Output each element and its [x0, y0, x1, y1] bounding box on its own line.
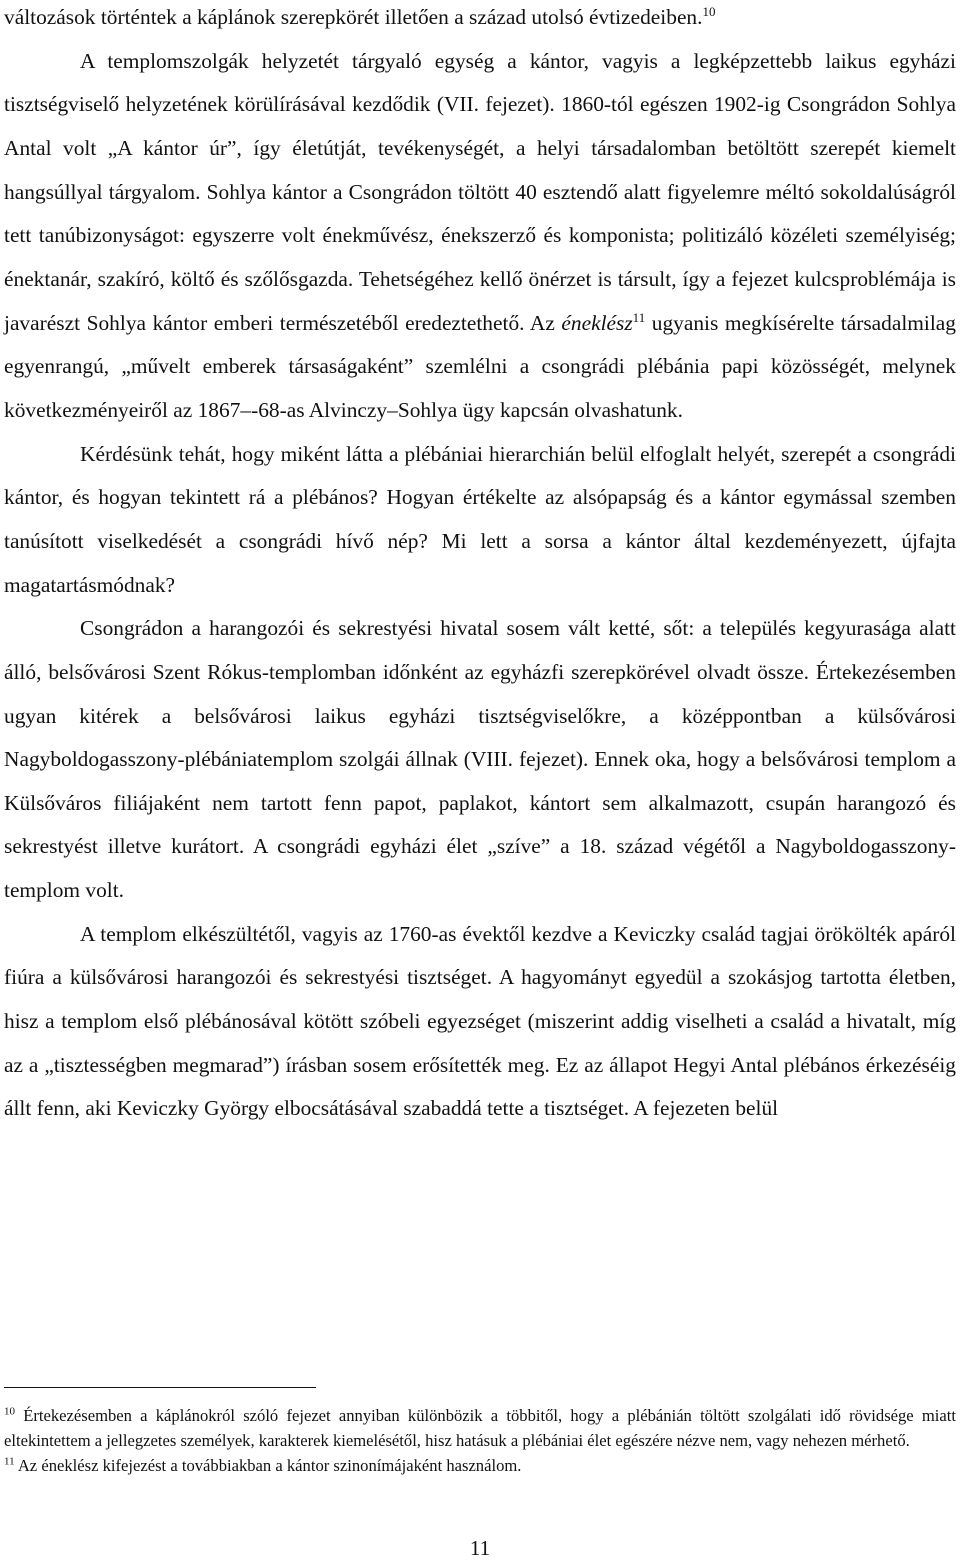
paragraph-text: A templomszolgák helyzetét tárgyaló egység a kántor, vagyis a legképzettebb laikus egyházi tisztségviselő helyzetének körülírásával kezdődik (VII. fejezet). 1860-tól egészen 1902-ig Csongrádon Sohlya Antal volt „A kántor úr”, így életútját, tevékenységét, a helyi társadalomban betöltött szerepét kiemelt hangsúllyal tárgyalom. Sohlya kántor a Csongrádon töltött 40 esztendő alatt figyelemre méltó sokoldalúságról tett tanúbizonyságot: egyszerre volt énekművész, énekszerző és komponista; politizáló közéleti személyiség; énektanár, szakíró, költő és szőlősgazda. Tehetségéhez kellő önérzet is társult, így a fejezet kulcsproblémája is javarészt Sohlya kántor emberi természetéből eredeztethető. Az [4, 48, 956, 335]
footnote [4, 1453, 956, 1478]
paragraph-text: A templom elkészültétől, vagyis az 1760-as évektől kezdve a Keviczky család tagjai örökölték apáról fiúra a külsővárosi harangozói és sekrestyési tisztséget. A hagyományt egyedül a szokásjog tartotta életben, hisz a templom első plébánosával kötött szóbeli egyezséget (miszerint addig viselheti a család a hivatalt, míg az a „tisztességben megmarad”) írásban sosem erősítették meg. Ez az állapot Hegyi Antal plébános érkezéséig állt fenn, aki Keviczky György elbocsátásával szabaddá tette a tisztséget. A fejezeten belül [4, 921, 956, 1121]
page-number: 11 [469, 1536, 491, 1560]
footnote-marker: 10 [702, 3, 716, 19]
paragraph [4, 433, 956, 608]
paragraph-text: ugyanis megkísérelte társadalmilag egyenrangú, „művelt emberek társaságaként” szemlélni a csongrádi plébánia papi közösségét, melynek következményeiről az 1867–-68-as Alvinczy–Sohlya ügy kapcsán olvashatunk. [4, 310, 956, 422]
paragraph [4, 913, 956, 1131]
paragraph [4, 0, 956, 40]
footnote-text: Értekezésemben a káplánokról szóló fejezet annyiban különbözik a többitől, hogy a plébánián töltött szolgálati idő rövidsége miatt eltekintettem a jellegzetes személyek, karakterek kiemelésétől, hisz hatásuk a plébániai élet egészére nézve nem, vagy nehezen mérhető. [4, 1406, 956, 1450]
body-text [4, 0, 956, 1131]
footnote-number: 10 [4, 1405, 15, 1418]
italic-term: éneklész [561, 310, 633, 335]
footnote [4, 1403, 956, 1453]
document-page [4, 0, 956, 1565]
footnotes [4, 1403, 956, 1478]
paragraph-text: változások történtek a káplánok szerepkörét illetően a század utolsó évtizedeiben. [4, 5, 703, 29]
footnote-separator [4, 1387, 316, 1388]
paragraph-text: Csongrádon a harangozói és sekrestyési hivatal sosem vált ketté, sőt: a település kegyurasága alatt álló, belsővárosi Szent Rókus-templomban időnként az egyházfi szerepkörével olvadt össze. Értekezésemben ugyan kitérek a belsővárosi laikus egyházi tisztségviselőkre, a középpontban a külsővárosi Nagyboldogasszony-plébániatemplom szolgái állnak (VIII. fejezet). Ennek oka, hogy a belsővárosi templom a Külsőváros filiájaként nem tartott fenn papot, paplakot, kántort sem alkalmazott, csupán harangozó és sekrestyést illetve kurátort. A csongrádi egyházi élet „szíve” a 18. század végétől a Nagyboldogasszony-templom volt. [4, 616, 956, 903]
paragraph [4, 607, 956, 913]
paragraph [4, 40, 956, 433]
paragraph-text: Kérdésünk tehát, hogy miként látta a plébániai hierarchián belül elfoglalt helyét, szerepét a csongrádi kántor, és hogyan tekintett rá a plébános? Hogyan értékelte az alsópapság és a kántor egymással szemben tanúsított viselkedését a csongrádi hívő nép? Mi lett a sorsa a kántor által kezdeményezett, újfajta magatartásmódnak? [4, 441, 956, 597]
footnote-number: 11 [4, 1455, 15, 1468]
footnote-text: Az éneklész kifejezést a továbbiakban a kántor szinonímájaként használom. [14, 1456, 522, 1475]
footnote-marker: 11 [632, 309, 646, 325]
